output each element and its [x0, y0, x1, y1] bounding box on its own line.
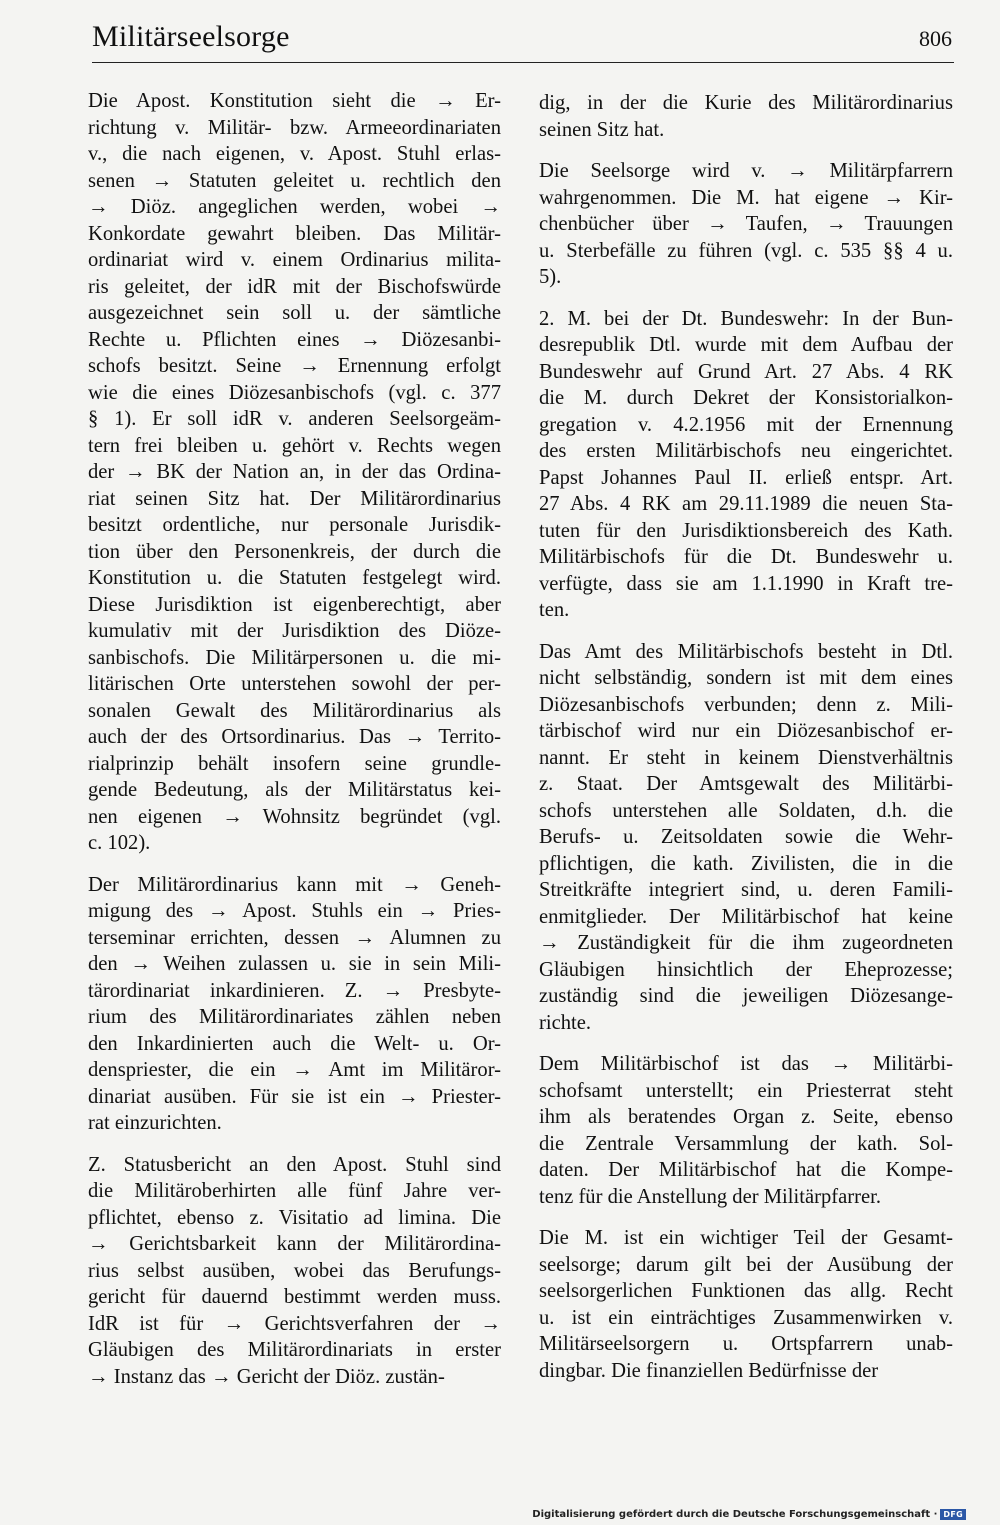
text-line: chenbücher über → Taufen, → Trauungen — [539, 213, 953, 235]
text-line: Bundeswehr auf Grund Art. 27 Abs. 4 RK — [539, 360, 953, 383]
paragraph — [539, 306, 953, 624]
text-line: des ersten Militärbischofs neu eingerichtet. — [539, 440, 953, 462]
text-line: migung des → Apost. Stuhls ein → Pries- — [88, 900, 501, 922]
text-line: daten. Der Militärbischof hat die Kompe- — [539, 1159, 953, 1181]
text-line: seelsorge; darum gilt bei der Ausübung der — [539, 1253, 953, 1276]
text-line: Dem Militärbischof ist das → Militärbi- — [539, 1053, 953, 1075]
text-line: besitzt ordentliche, nur personale Jurisdik- — [88, 514, 501, 536]
page-title: Militärseelsorge — [92, 20, 290, 53]
text-line: Militärbischofs für die Dt. Bundeswehr u. — [539, 546, 953, 568]
text-line: die Zentrale Versammlung der kath. Sol- — [539, 1132, 953, 1155]
text-line: rat einzurichten. — [88, 1112, 222, 1134]
text-line: Streitkräfte integriert sind, u. deren Famili- — [539, 879, 953, 901]
text-line: Gläubigen hinsichtlich der Eheprozesse; — [539, 958, 953, 981]
text-line: gende Bedeutung, als der Militärstatus kei- — [88, 779, 501, 801]
text-line: Papst Johannes Paul II. erließ entspr. Art. — [539, 466, 953, 489]
text-line: sanbischofs. Die Militärpersonen u. die mi- — [88, 646, 501, 669]
paragraph — [539, 158, 953, 291]
footer — [532, 1509, 966, 1520]
text-line: ausgezeichnet sein soll u. der sämtliche — [88, 302, 501, 324]
left-column — [88, 88, 501, 1390]
text-line: tärordinariat inkardinieren. Z. → Presbyte- — [88, 979, 501, 1002]
text-line: dingbar. Die finanziellen Bedürfnisse der — [539, 1359, 879, 1382]
paragraph — [88, 1152, 501, 1391]
text-line: Gläubigen des Militärordinariats in erster — [88, 1339, 501, 1361]
text-line: Rechte u. Pflichten eines → Diözesanbi- — [88, 328, 501, 351]
text-line: richte. — [539, 1011, 592, 1034]
text-line: den Inkardinierten auch die Welt- u. Or- — [88, 1032, 501, 1055]
text-line: desrepublik Dtl. wurde mit dem Aufbau der — [539, 334, 953, 356]
text-line: → Diöz. angeglichen werden, wobei → — [88, 196, 501, 218]
text-line: gericht für dauernd bestimmt werden muss. — [88, 1286, 501, 1308]
text-line: zuständig sind die jeweiligen Diözesange- — [539, 985, 953, 1007]
text-line: rialprinzip behält insofern seine grundle- — [88, 752, 501, 775]
text-line: terseminar errichten, dessen → Alumnen zu — [88, 926, 501, 949]
text-line: 2. M. bei der Dt. Bundeswehr: In der Bun- — [539, 307, 953, 330]
text-line: schofsamt unterstellt; ein Priesterrat steht — [539, 1079, 953, 1102]
text-line: → Gerichtsbarkeit kann der Militärordina- — [88, 1233, 501, 1255]
text-line: sonalen Gewalt des Militärordinarius als — [88, 699, 501, 722]
text-line: Militärseelsorgern u. Ortspfarrern unab- — [539, 1333, 953, 1355]
text-line: schofs unterstehen alle Soldaten, d.h. die — [539, 799, 953, 822]
text-line: rium des Militärordinariates zählen neben — [88, 1006, 501, 1028]
page-header — [92, 18, 954, 63]
text-line: enmitglieder. Der Militärbischof hat keine — [539, 905, 953, 928]
text-line: wie die eines Diözesanbischofs (vgl. c. 377 — [88, 381, 501, 404]
text-line: 5). — [539, 266, 562, 288]
text-line: Die Seelsorge wird v. → Militärpfarrern — [539, 160, 953, 182]
text-line: dig, in der die Kurie des Militärordinarius — [539, 92, 953, 114]
text-line: seinen Sitz hat. — [539, 118, 665, 141]
text-line: Berufs- u. Zeitsoldaten sowie die Wehr- — [539, 826, 953, 848]
text-line: den → Weihen zulassen u. sie in sein Mili- — [88, 953, 501, 975]
text-line: → Instanz das → Gericht der Diöz. zustän- — [88, 1365, 445, 1388]
text-line: ten. — [539, 599, 570, 621]
text-line: dinariat ausüben. Für sie ist ein → Priester- — [88, 1085, 501, 1108]
text-line: seelsorgerlichen Funktionen das allg. Recht — [539, 1280, 953, 1302]
text-line: der → BK der Nation an, in der das Ordina- — [88, 461, 501, 483]
text-line: ordinariat wird v. einem Ordinarius milita- — [88, 249, 501, 271]
dfg-logo: DFG — [940, 1509, 966, 1520]
paragraph — [539, 1051, 953, 1210]
text-line: Diözesanbischofs verbunden; denn z. Mili- — [539, 693, 953, 716]
text-line: auch der des Ortsordinarius. Das → Territo- — [88, 726, 501, 748]
text-line: senen → Statuten geleitet u. rechtlich den — [88, 169, 501, 192]
right-column — [539, 90, 953, 1384]
text-line: kumulativ mit der Jurisdiktion des Diöze- — [88, 620, 501, 642]
text-line: z. Staat. Der Amtsgewalt des Militärbi- — [539, 773, 953, 795]
paragraph — [88, 872, 501, 1137]
text-line: Die M. ist ein wichtiger Teil der Gesamt- — [539, 1227, 953, 1249]
text-line: litärischen Orte unterstehen sowohl der per- — [88, 673, 501, 695]
text-line: pflichtigen, die kath. Zivilisten, die in die — [539, 852, 953, 875]
text-line: u. Sterbefälle zu führen (vgl. c. 535 §§ 4 u. — [539, 239, 953, 262]
text-line: wahrgenommen. Die M. hat eigene → Kir- — [539, 186, 953, 209]
text-line: Das Amt des Militärbischofs besteht in Dtl. — [539, 640, 953, 663]
text-line: schofs besitzt. Seine → Ernennung erfolgt — [88, 355, 501, 377]
text-line: denspriester, die ein → Amt im Militäror- — [88, 1059, 501, 1081]
text-line: tuten für den Jurisdiktionsbereich des Kath. — [539, 519, 953, 542]
text-line: Diese Jurisdiktion ist eigenberechtigt, aber — [88, 593, 501, 616]
paragraph — [539, 90, 953, 143]
text-line: pflichtet, ebenso z. Visitatio ad limina. Die — [88, 1206, 501, 1229]
text-line: tion über den Personenkreis, der durch die — [88, 540, 501, 563]
text-line: 27 Abs. 4 RK am 29.11.1989 die neuen Sta- — [539, 493, 953, 515]
text-line: nicht selbständig, sondern ist mit dem eines — [539, 667, 953, 689]
text-line: die M. durch Dekret der Konsistorialkon- — [539, 387, 953, 409]
page-number: 806 — [919, 26, 952, 51]
text-line: u. ist ein einträchtiges Zusammenwirken v. — [539, 1306, 953, 1329]
text-line: ihm als beratendes Organ z. Seite, ebenso — [539, 1106, 953, 1128]
text-line: ris geleitet, der idR mit der Bischofswürde — [88, 275, 501, 298]
text-line: → Zuständigkeit für die ihm zugeordneten — [539, 932, 953, 954]
text-line: die Militäroberhirten alle fünf Jahre ver- — [88, 1180, 501, 1202]
text-line: v., die nach eigenen, v. Apost. Stuhl erlas- — [88, 143, 501, 165]
text-line: Der Militärordinarius kann mit → Geneh- — [88, 873, 501, 896]
text-line: nen eigenen → Wohnsitz begründet (vgl. — [88, 805, 501, 828]
text-line: verfügte, dass sie am 1.1.1990 in Kraft tre- — [539, 572, 953, 595]
footer-credit: Digitalisierung gefördert durch die Deutsche Forschungsgemeinschaft · — [532, 1509, 938, 1520]
text-line: nannt. Er steht in keinem Dienstverhältnis — [539, 746, 953, 769]
text-line: tern frei bleiben u. gehört v. Rechts wegen — [88, 434, 501, 457]
text-line: Z. Statusbericht an den Apost. Stuhl sind — [88, 1153, 501, 1176]
text-line: IdR ist für → Gerichtsverfahren der → — [88, 1312, 501, 1335]
text-line: riat seinen Sitz hat. Der Militärordinarius — [88, 487, 501, 510]
text-line: rius selbst ausüben, wobei das Berufungs- — [88, 1259, 501, 1282]
paragraph — [539, 1225, 953, 1384]
text-line: gregation v. 4.2.1956 mit der Ernennung — [539, 413, 953, 436]
text-line: Konstitution u. die Statuten festgelegt wird. — [88, 567, 501, 589]
text-line: Konkordate gewahrt bleiben. Das Militär- — [88, 222, 501, 245]
paragraph — [88, 88, 501, 857]
text-line: § 1). Er soll idR v. anderen Seelsorgeäm- — [88, 408, 501, 430]
text-line: tärbischof wird nur ein Diözesanbischof er- — [539, 720, 953, 742]
paragraph — [539, 639, 953, 1037]
text-line: tenz für die Anstellung der Militärpfarrer. — [539, 1185, 881, 1208]
text-line: richtung v. Militär- bzw. Armeeordinariaten — [88, 116, 501, 139]
text-line: Die Apost. Konstitution sieht die → Er- — [88, 90, 501, 112]
text-line: c. 102). — [88, 832, 151, 854]
